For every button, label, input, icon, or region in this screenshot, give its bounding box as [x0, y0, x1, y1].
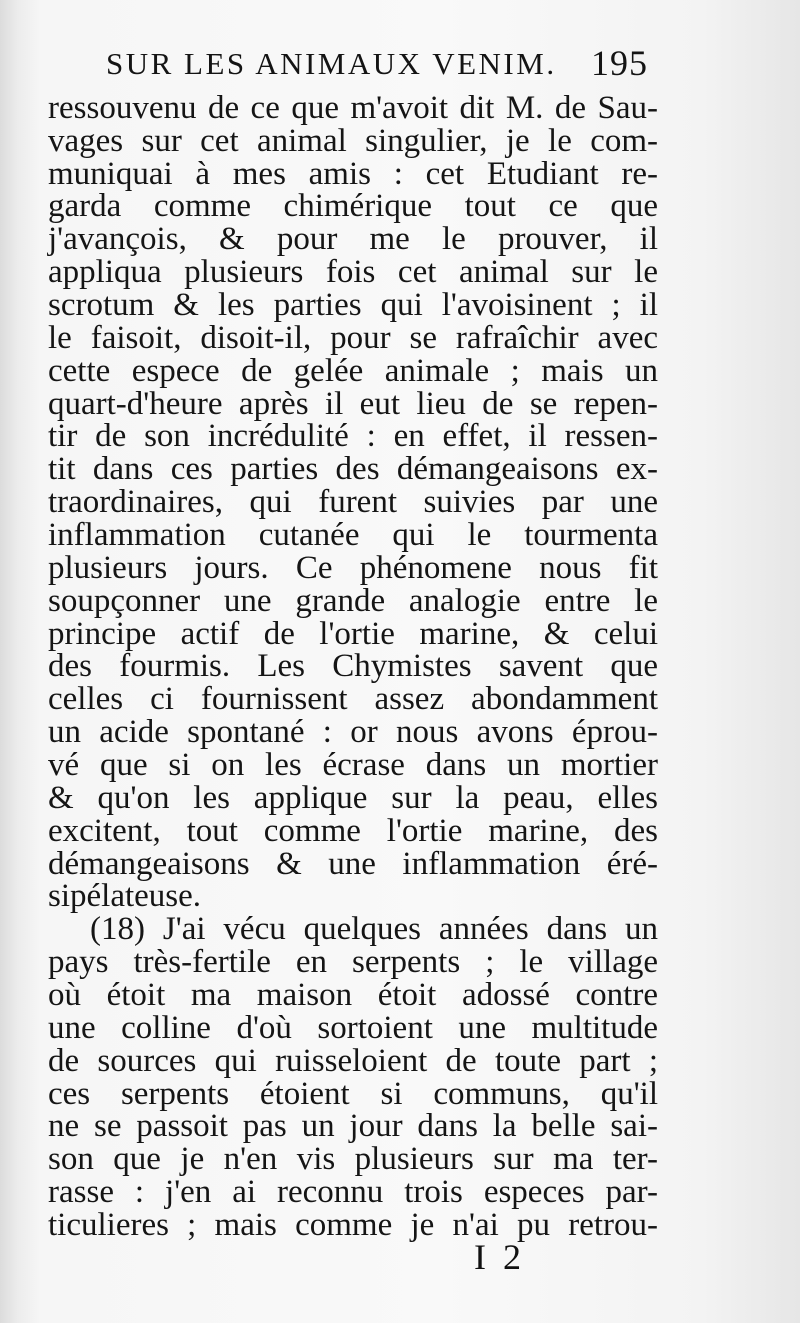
signature-mark: I 2: [474, 1237, 525, 1277]
text-line: son que je n'en vis plusieurs sur ma ter-: [48, 1141, 658, 1177]
text-line: pays très-fertile en serpents ; le village: [48, 944, 658, 980]
text-line: vé que si on les écrase dans un mortier: [48, 747, 658, 783]
text-line: muniquai à mes amis : cet Etudiant re-: [48, 156, 658, 192]
text-line: le faisoit, disoit-il, pour se rafraîchir avec: [48, 320, 658, 356]
text-line: garda comme chimérique tout ce que: [48, 188, 658, 224]
text-line: traordinaires, qui furent suivies par une: [48, 484, 658, 520]
text-line: un acide spontané : or nous avons éprou-: [48, 714, 658, 750]
text-line: (18) J'ai vécu quelques années dans un: [90, 911, 658, 947]
text-line: excitent, tout comme l'ortie marine, des: [48, 813, 658, 849]
text-line: cette espece de gelée animale ; mais un: [48, 353, 658, 389]
text-line: rasse : j'en ai reconnu trois especes par-: [48, 1174, 658, 1210]
text-line: tit dans ces parties des démangeaisons ex-: [48, 451, 658, 487]
text-line: scrotum & les parties qui l'avoisinent ; il: [48, 287, 658, 323]
text-line: ces serpents étoient si communs, qu'il: [48, 1076, 658, 1112]
text-line: soupçonner une grande analogie entre le: [48, 583, 658, 619]
text-line: vages sur cet animal singulier, je le com-: [48, 123, 658, 159]
text-line: inflammation cutanée qui le tourmenta: [48, 517, 658, 553]
text-line: ne se passoit pas un jour dans la belle sai-: [48, 1108, 658, 1144]
page-number: 195: [591, 43, 648, 83]
text-line: celles ci fournissent assez abondamment: [48, 681, 658, 717]
text-line: quart-d'heure après il eut lieu de se repen-: [48, 386, 658, 422]
text-line: plusieurs jours. Ce phénomene nous fit: [48, 550, 658, 586]
text-line: où étoit ma maison étoit adossé contre: [48, 977, 658, 1013]
text-line: de sources qui ruisseloient de toute part ;: [48, 1043, 658, 1079]
text-line: j'avançois, & pour me le prouver, il: [48, 221, 658, 257]
page-header: [96, 40, 656, 90]
text-line: ticulieres ; mais comme je n'ai pu retrou-: [48, 1207, 658, 1243]
text-line: ressouvenu de ce que m'avoit dit M. de Sau-: [48, 90, 658, 126]
text-line: principe actif de l'ortie marine, & celui: [48, 616, 658, 652]
running-title: SUR LES ANIMAUX VENIM.: [106, 46, 557, 81]
text-line: tir de son incrédulité : en effet, il ressen-: [48, 418, 658, 454]
text-line: des fourmis. Les Chymistes savent que: [48, 648, 658, 684]
text-line: démangeaisons & une inflammation éré-: [48, 846, 658, 882]
text-line: & qu'on les applique sur la peau, elles: [48, 780, 658, 816]
text-line: une colline d'où sortoient une multitude: [48, 1010, 658, 1046]
text-line: sipélateuse.: [48, 878, 202, 914]
text-line: appliqua plusieurs fois cet animal sur le: [48, 254, 658, 290]
